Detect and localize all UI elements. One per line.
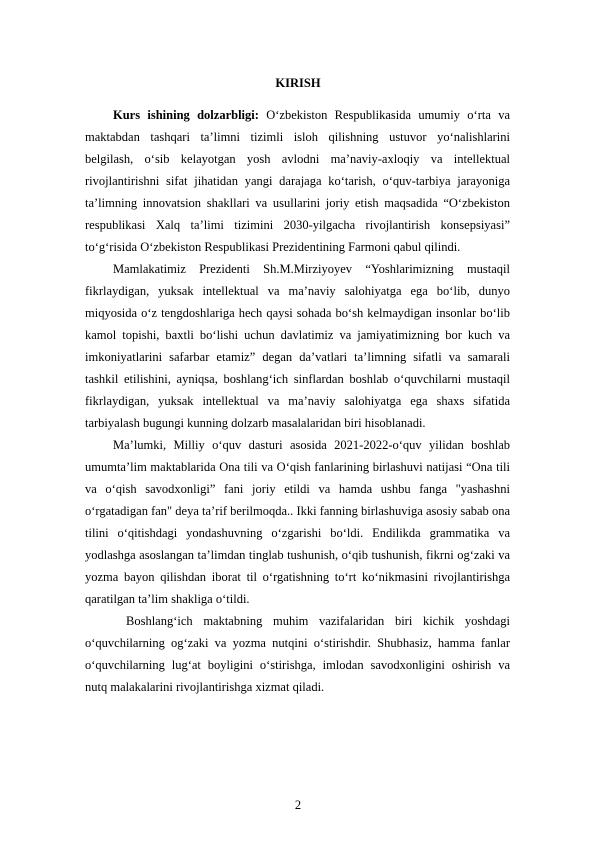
text-line: tarbiyalash bugungi kunning dolzarb masalalaridan biri hisoblanadi. bbox=[85, 416, 426, 430]
text-line: fikrlaydigan, yuksak intellektual va ma’naviy salohiyatga ega bo‘lib, dunyo bbox=[85, 284, 510, 298]
text-line: ta’limning innovatsion shakllari va usullarini joriy etish maqsadida “O‘zbekiston bbox=[85, 196, 510, 210]
text-line: respublikasi Xalq ta’limi tizimini 2030-yilgacha rivojlantirish konsepsiyasi” bbox=[85, 218, 510, 232]
text-line: miqyosida o‘z tengdoshlariga hech qaysi sohada bo‘sh kelmaydigan insonlar bo‘lib bbox=[85, 306, 510, 320]
text-line: tashkil etilishini, ayniqsa, boshlang‘ich sinflardan boshlab o‘quvchilarni mustaqil bbox=[85, 372, 510, 386]
text-line: Boshlang‘ich maktabning muhim vazifalaridan biri kichik yoshdagi bbox=[126, 614, 510, 628]
text-line: kamol topishi, baxtli bo‘lishi uchun davlatimiz va jamiyatimizning bor kuch va bbox=[85, 328, 510, 342]
text-line: o‘quvchilarning og‘zaki va yozma nutqini o‘stirishdir. Shubhasiz, hamma fanlar bbox=[85, 636, 510, 650]
section-heading: KIRISH bbox=[275, 76, 321, 90]
text-line: o‘quvchilarning lug‘at boyligini o‘stirishga, imlodan savodxonligini oshirish va bbox=[85, 658, 510, 672]
page-number: 2 bbox=[294, 798, 302, 812]
lead-text: O‘zbekiston Respublikasida umumiy o‘rta va bbox=[258, 108, 510, 122]
text-line: Mamlakatimiz Prezidenti Sh.M.Mirziyoyev “Yoshlarimizning mustaqil bbox=[113, 262, 510, 276]
text-line: Ma’lumki, Milliy o‘quv dasturi asosida 2021-2022-o‘quv yilidan boshlab bbox=[113, 438, 510, 452]
lead-term: Kurs ishining dolzarbligi: bbox=[113, 108, 259, 122]
text-line: maktabdan tashqari ta’limni tizimli isloh qilishning ustuvor yo‘nalishlarini bbox=[85, 130, 510, 144]
text-line: va o‘qish savodxonligi” fani joriy etildi va hamda ushbu fanga "yashashni bbox=[85, 482, 510, 496]
text-line: yozma bayon qilishdan iborat til o‘rgatishning to‘rt ko‘nikmasini rivojlantirishga bbox=[85, 570, 510, 584]
text-line: umumta’lim maktablarida Ona tili va O‘qish fanlarining birlashuvi natijasi “Ona tili bbox=[85, 460, 510, 474]
text-line: yodlashga asoslangan ta’limdan tinglab tushunish, o‘qib tushunish, fikrni og‘zaki va bbox=[85, 548, 510, 562]
text-line: rivojlantirishni sifat jihatidan yangi darajaga ko‘tarish, o‘quv-tarbiya jarayoniga bbox=[85, 174, 510, 188]
text-line: o‘rgatadigan fan" deya ta’rif berilmoqda.. Ikki fanning birlashuviga asosiy sabab ona bbox=[85, 504, 510, 518]
text-line: imkoniyatlarini safarbar etamiz” degan da’vatlari ta’limning sifatli va samarali bbox=[85, 350, 510, 364]
text-line: to‘g‘risida O‘zbekiston Respublikasi Prezidentining Farmoni qabul qilindi. bbox=[85, 240, 461, 254]
text-line: fikrlaydigan, yuksak intellektual va ma’naviy salohiyatga ega shaxs sifatida bbox=[85, 394, 510, 408]
text-line bbox=[113, 104, 510, 126]
text-line: tilini o‘qitishdagi yondashuvning o‘zgarishi bo‘ldi. Endilikda grammatika va bbox=[85, 526, 510, 540]
text-line: qaratilgan ta’lim shakliga o‘tildi. bbox=[85, 592, 250, 606]
text-line: nutq malakalarini rivojlantirishga xizmat qiladi. bbox=[85, 680, 325, 694]
text-line: belgilash, o‘sib kelayotgan yosh avlodni ma’naviy-axloqiy va intellektual bbox=[85, 152, 510, 166]
